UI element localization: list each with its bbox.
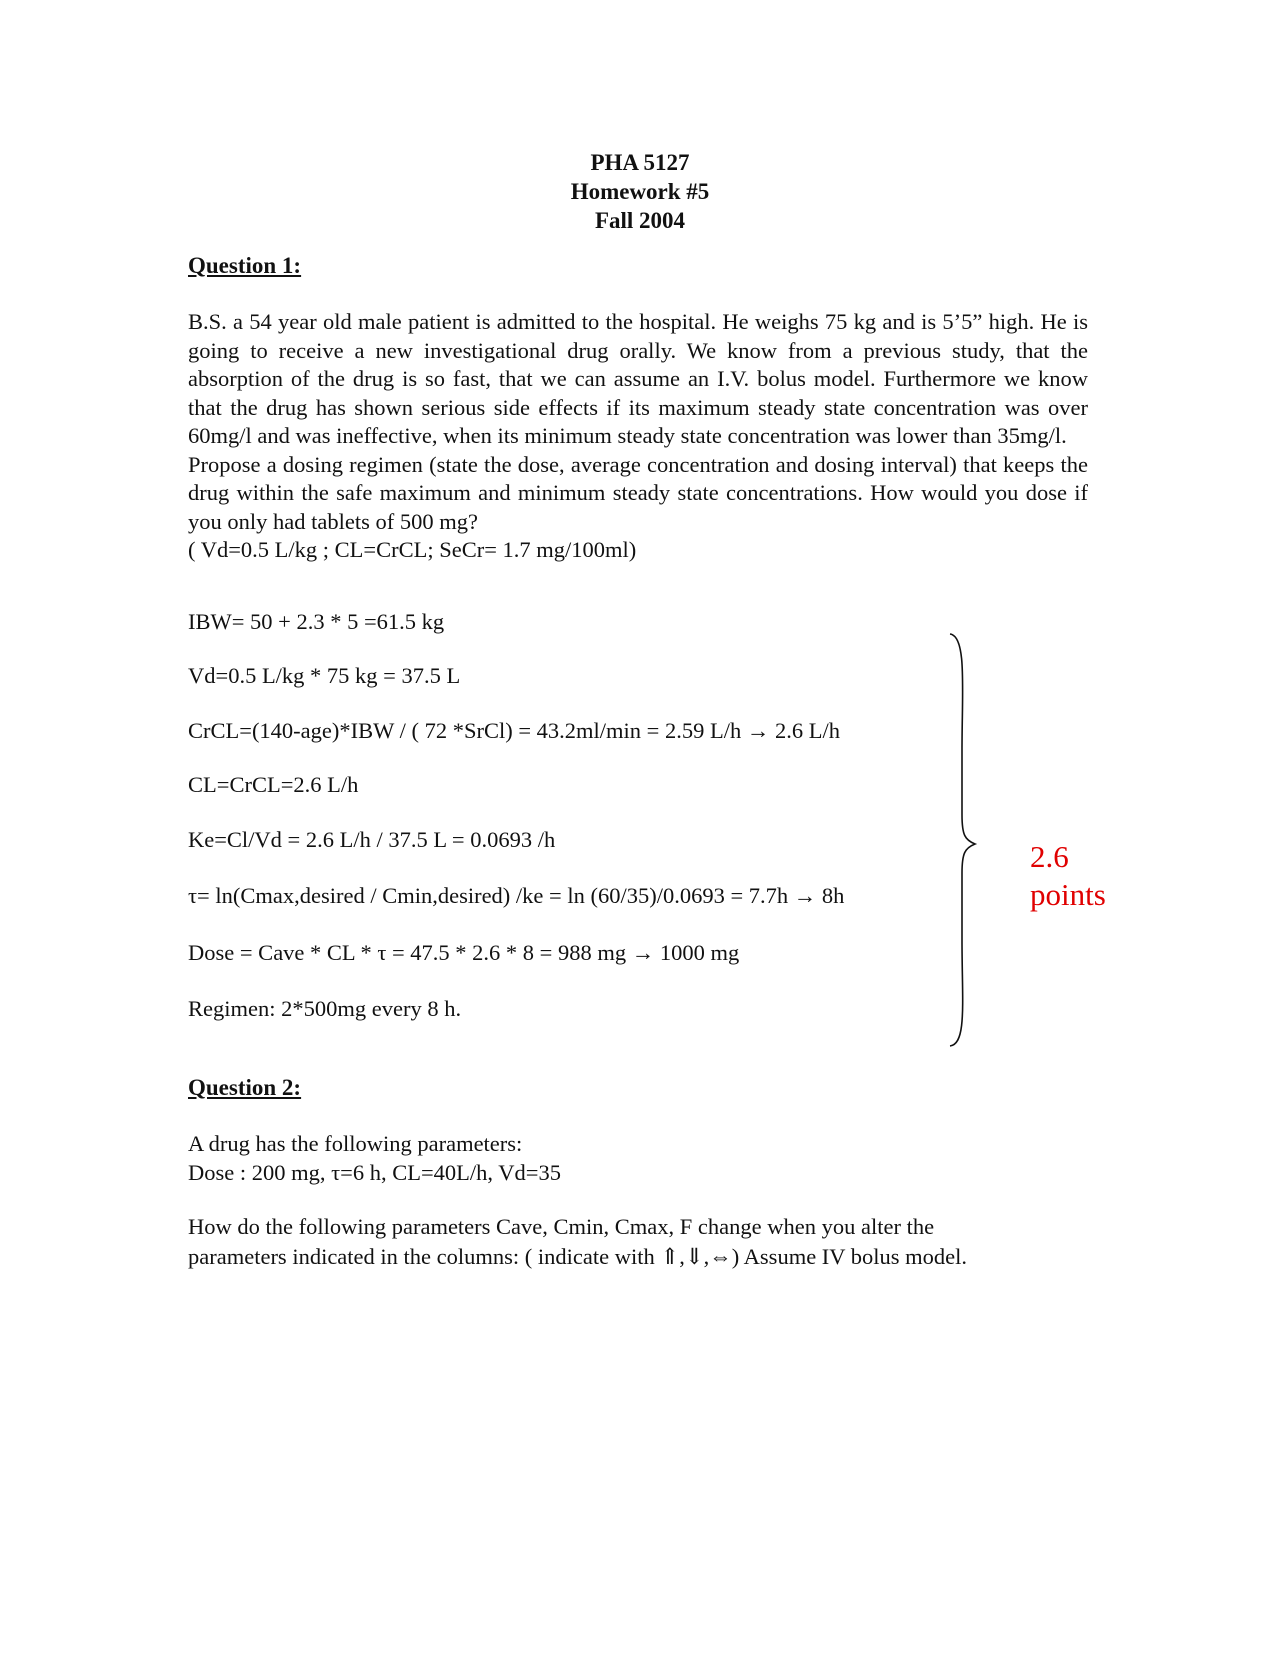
- calc-crcl: CrCL=(140-age)*IBW / ( 72 *SrCl) = 43.2ml/min = 2.59 L/h → 2.6 L/h: [188, 718, 840, 743]
- question-2-instruction-line-2: parameters indicated in the columns: ( indicate with ⇑,⇓,⇔) Assume IV bolus model.: [188, 1244, 968, 1269]
- document-header: [0, 148, 1280, 235]
- score-annotation: [1030, 838, 1106, 914]
- question-2-parameters: Dose : 200 mg, τ=6 h, CL=40L/h, Vd=35: [188, 1160, 561, 1185]
- question-1-paragraph-2: Propose a dosing regimen (state the dose, average concentration and dosing interval) that keeps the drug within the safe maximum and minimum steady state concentrations. How would you dose if you only had tablets of 500 mg?: [188, 451, 1088, 534]
- question-1-text: [188, 308, 1088, 565]
- question-2-title: Question 2:: [188, 1075, 302, 1100]
- question-1-paragraph-1: B.S. a 54 year old male patient is admitted to the hospital. He weighs 75 kg and is 5’5” high. He is going to receive a new investigational drug orally. We know from a previous study, that the absorption of the drug is so fast, that we can assume an I.V. bolus model. Furthermore we know that the drug has shown serious side effects if its maximum steady state concentration was over 60mg/l and was ineffective, when its minimum steady state concentration was lower than 35mg/l.: [188, 309, 1088, 448]
- curly-brace-icon: [945, 630, 995, 1050]
- regimen: Regimen: 2*500mg every 8 h.: [188, 996, 462, 1021]
- score-unit: points: [1030, 877, 1106, 912]
- assignment-title: Homework #5: [570, 179, 710, 204]
- score-value: 2.6: [1030, 839, 1069, 874]
- question-1-given-values: ( Vd=0.5 L/kg ; CL=CrCL; SeCr= 1.7 mg/100ml): [188, 537, 637, 562]
- calc-tau: τ= ln(Cmax,desired / Cmin,desired) /ke = ln (60/35)/0.0693 = 7.7h → 8h: [188, 883, 845, 908]
- question-1-title: Question 1:: [188, 253, 302, 278]
- term: Fall 2004: [594, 208, 686, 233]
- calc-ibw: IBW= 50 + 2.3 * 5 =61.5 kg: [188, 609, 445, 634]
- question-2-instruction-line-1: How do the following parameters Cave, Cmin, Cmax, F change when you alter the: [188, 1214, 935, 1239]
- calc-ke: Ke=Cl/Vd = 2.6 L/h / 37.5 L = 0.0693 /h: [188, 827, 556, 852]
- calc-dose: Dose = Cave * CL * τ = 47.5 * 2.6 * 8 = 988 mg → 1000 mg: [188, 940, 740, 965]
- course-code: PHA 5127: [590, 150, 690, 175]
- calc-vd: Vd=0.5 L/kg * 75 kg = 37.5 L: [188, 663, 461, 688]
- calc-cl: CL=CrCL=2.6 L/h: [188, 772, 359, 797]
- question-2-intro: A drug has the following parameters:: [188, 1131, 523, 1156]
